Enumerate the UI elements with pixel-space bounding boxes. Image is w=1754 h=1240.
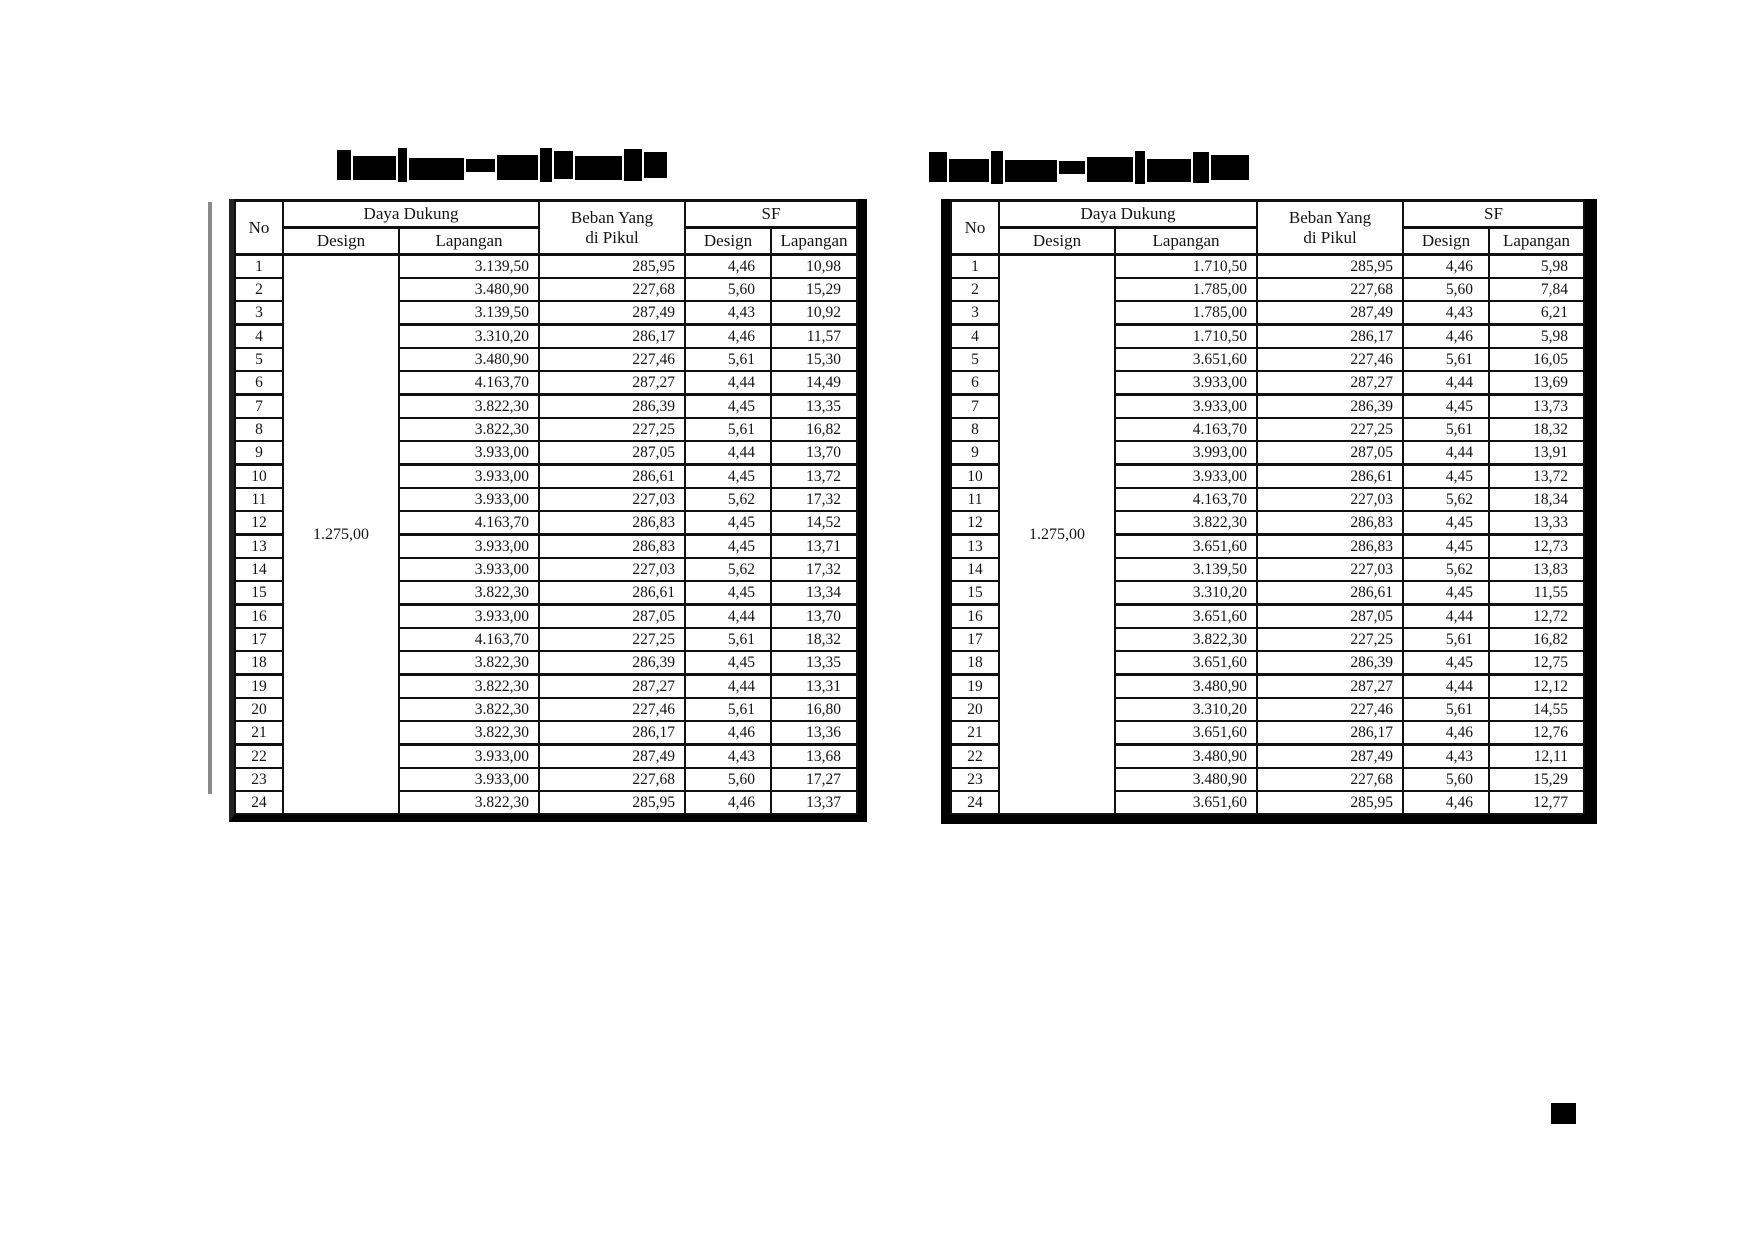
- sf-design-value: 4,45: [1403, 535, 1489, 559]
- sf-lapangan-value: 18,34: [1489, 488, 1584, 511]
- beban-dipikul-value: 286,39: [1257, 395, 1403, 419]
- beban-dipikul-value: 287,27: [539, 675, 685, 699]
- beban-dipikul-value: 286,61: [1257, 581, 1403, 605]
- daya-dukung-lapangan-value: 3.139,50: [399, 255, 539, 279]
- row-number: 11: [235, 488, 283, 511]
- daya-dukung-lapangan-value: 3.933,00: [399, 745, 539, 769]
- daya-dukung-lapangan-value: 3.651,60: [1115, 605, 1257, 629]
- daya-dukung-lapangan-value: 3.933,00: [399, 535, 539, 559]
- sf-lapangan-value: 16,82: [771, 418, 857, 441]
- beban-dipikul-value: 227,03: [539, 488, 685, 511]
- sf-lapangan-value: 14,52: [771, 511, 857, 535]
- sf-lapangan-value: 13,37: [771, 791, 857, 814]
- row-number: 1: [235, 255, 283, 279]
- beban-dipikul-value: 227,68: [1257, 278, 1403, 301]
- beban-dipikul-value: 286,83: [1257, 511, 1403, 535]
- daya-dukung-lapangan-value: 3.933,00: [399, 441, 539, 465]
- beban-dipikul-value: 286,39: [1257, 651, 1403, 675]
- row-number: 12: [235, 511, 283, 535]
- beban-dipikul-value: 287,49: [539, 745, 685, 769]
- sf-design-value: 5,61: [685, 628, 771, 651]
- daya-dukung-lapangan-value: 3.933,00: [399, 465, 539, 489]
- beban-dipikul-value: 285,95: [1257, 255, 1403, 279]
- row-number: 21: [951, 721, 999, 745]
- sf-design-value: 4,43: [685, 745, 771, 769]
- beban-dipikul-value: 287,05: [539, 605, 685, 629]
- sf-design-value: 4,46: [685, 325, 771, 349]
- col-header-daya-dukung: Daya Dukung: [283, 201, 539, 228]
- beban-dipikul-value: 287,27: [539, 371, 685, 395]
- col-header-sf-design: Design: [1403, 228, 1489, 255]
- beban-dipikul-value: 227,46: [539, 698, 685, 721]
- sf-lapangan-value: 13,33: [1489, 511, 1584, 535]
- sf-lapangan-value: 13,70: [771, 605, 857, 629]
- daya-dukung-lapangan-value: 3.480,90: [399, 278, 539, 301]
- beban-dipikul-value: 286,61: [539, 581, 685, 605]
- sf-design-value: 5,60: [685, 278, 771, 301]
- sf-lapangan-value: 13,91: [1489, 441, 1584, 465]
- sf-design-value: 4,46: [1403, 255, 1489, 279]
- beban-dipikul-value: 227,25: [539, 628, 685, 651]
- sf-design-value: 4,44: [1403, 441, 1489, 465]
- beban-dipikul-value: 285,95: [539, 255, 685, 279]
- row-number: 10: [235, 465, 283, 489]
- beban-dipikul-value: 285,95: [539, 791, 685, 814]
- daya-dukung-lapangan-value: 3.480,90: [1115, 745, 1257, 769]
- sf-lapangan-value: 16,05: [1489, 348, 1584, 371]
- beban-dipikul-value: 227,03: [1257, 558, 1403, 581]
- sf-design-value: 4,45: [1403, 511, 1489, 535]
- sf-lapangan-value: 13,34: [771, 581, 857, 605]
- row-number: 2: [951, 278, 999, 301]
- sf-design-value: 5,62: [1403, 558, 1489, 581]
- beban-dipikul-value: 287,49: [539, 301, 685, 325]
- beban-dipikul-value: 287,49: [1257, 745, 1403, 769]
- sf-design-value: 5,61: [685, 348, 771, 371]
- row-number: 6: [235, 371, 283, 395]
- row-number: 12: [951, 511, 999, 535]
- sf-design-value: 4,45: [685, 465, 771, 489]
- row-number: 8: [951, 418, 999, 441]
- daya-dukung-lapangan-value: 3.933,00: [1115, 371, 1257, 395]
- daya-dukung-lapangan-value: 3.822,30: [399, 581, 539, 605]
- row-number: 18: [951, 651, 999, 675]
- daya-dukung-lapangan-value: 3.933,00: [399, 558, 539, 581]
- beban-dipikul-value: 287,49: [1257, 301, 1403, 325]
- beban-dipikul-value: 286,83: [1257, 535, 1403, 559]
- row-number: 7: [951, 395, 999, 419]
- sf-design-value: 4,44: [1403, 675, 1489, 699]
- sf-design-value: 4,44: [685, 605, 771, 629]
- col-header-beban: [1257, 201, 1403, 255]
- sf-lapangan-value: 18,32: [1489, 418, 1584, 441]
- sf-lapangan-value: 16,80: [771, 698, 857, 721]
- daya-dukung-lapangan-value: 3.933,00: [1115, 395, 1257, 419]
- col-header-dd-lapangan: Lapangan: [399, 228, 539, 255]
- sf-lapangan-value: 13,83: [1489, 558, 1584, 581]
- sf-lapangan-value: 11,55: [1489, 581, 1584, 605]
- daya-dukung-lapangan-value: 1.785,00: [1115, 301, 1257, 325]
- daya-dukung-lapangan-value: 4.163,70: [399, 628, 539, 651]
- daya-dukung-lapangan-value: 3.139,50: [399, 301, 539, 325]
- sf-design-value: 5,61: [1403, 628, 1489, 651]
- sf-design-value: 4,45: [685, 535, 771, 559]
- sf-design-value: 5,60: [1403, 768, 1489, 791]
- row-number: 1: [951, 255, 999, 279]
- daya-dukung-lapangan-value: 3.933,00: [1115, 465, 1257, 489]
- sf-design-value: 4,43: [1403, 301, 1489, 325]
- daya-dukung-lapangan-value: 3.139,50: [1115, 558, 1257, 581]
- row-number: 4: [235, 325, 283, 349]
- row-number: 23: [951, 768, 999, 791]
- daya-dukung-design-value: 1.275,00: [999, 255, 1115, 815]
- beban-dipikul-value: 286,39: [539, 395, 685, 419]
- row-number: 6: [951, 371, 999, 395]
- row-number: 13: [951, 535, 999, 559]
- sf-lapangan-value: 17,32: [771, 558, 857, 581]
- row-number: 14: [951, 558, 999, 581]
- sf-design-value: 4,45: [1403, 465, 1489, 489]
- sf-lapangan-value: 17,32: [771, 488, 857, 511]
- col-header-sf-lapangan: Lapangan: [1489, 228, 1584, 255]
- beban-dipikul-value: 287,27: [1257, 371, 1403, 395]
- beban-dipikul-value: 286,61: [1257, 465, 1403, 489]
- sf-design-value: 4,45: [685, 651, 771, 675]
- sf-design-value: 4,46: [685, 791, 771, 814]
- daya-dukung-lapangan-value: 4.163,70: [1115, 488, 1257, 511]
- sf-design-value: 4,46: [685, 255, 771, 279]
- table-row: [235, 255, 857, 279]
- sf-design-value: 5,60: [685, 768, 771, 791]
- sf-design-value: 5,60: [1403, 278, 1489, 301]
- beban-header-line2: di Pikul: [1303, 227, 1357, 247]
- sf-lapangan-value: 13,71: [771, 535, 857, 559]
- beban-dipikul-value: 286,17: [539, 721, 685, 745]
- daya-dukung-lapangan-value: 3.651,60: [1115, 651, 1257, 675]
- sf-lapangan-value: 5,98: [1489, 255, 1584, 279]
- row-number: 10: [951, 465, 999, 489]
- row-number: 2: [235, 278, 283, 301]
- table-left-wrapper: [229, 199, 867, 822]
- daya-dukung-lapangan-value: 4.163,70: [399, 371, 539, 395]
- daya-dukung-lapangan-value: 3.822,30: [399, 698, 539, 721]
- daya-dukung-lapangan-value: 3.310,20: [399, 325, 539, 349]
- sf-design-value: 5,62: [685, 558, 771, 581]
- row-number: 7: [235, 395, 283, 419]
- sf-lapangan-value: 15,29: [1489, 768, 1584, 791]
- sf-design-value: 5,61: [1403, 698, 1489, 721]
- col-header-daya-dukung: Daya Dukung: [999, 201, 1257, 228]
- sf-lapangan-value: 16,82: [1489, 628, 1584, 651]
- sf-lapangan-value: 13,73: [1489, 395, 1584, 419]
- sf-design-value: 4,45: [685, 511, 771, 535]
- row-number: 19: [951, 675, 999, 699]
- beban-dipikul-value: 286,39: [539, 651, 685, 675]
- sf-design-value: 4,46: [1403, 721, 1489, 745]
- sf-design-value: 5,62: [685, 488, 771, 511]
- safety-factor-table-right: [950, 199, 1585, 815]
- sf-lapangan-value: 13,70: [771, 441, 857, 465]
- beban-dipikul-value: 287,05: [1257, 605, 1403, 629]
- sf-lapangan-value: 10,92: [771, 301, 857, 325]
- daya-dukung-lapangan-value: 3.822,30: [399, 675, 539, 699]
- beban-header-line1: Beban Yang: [570, 207, 654, 227]
- sf-lapangan-value: 15,29: [771, 278, 857, 301]
- beban-dipikul-value: 227,25: [1257, 628, 1403, 651]
- sf-design-value: 4,44: [685, 675, 771, 699]
- sf-design-value: 4,46: [1403, 325, 1489, 349]
- sf-design-value: 4,46: [685, 721, 771, 745]
- sf-lapangan-value: 12,73: [1489, 535, 1584, 559]
- beban-dipikul-value: 286,17: [1257, 325, 1403, 349]
- daya-dukung-lapangan-value: 3.651,60: [1115, 535, 1257, 559]
- col-header-beban: [539, 201, 685, 255]
- daya-dukung-lapangan-value: 4.163,70: [1115, 418, 1257, 441]
- beban-header-line1: Beban Yang: [1288, 207, 1372, 227]
- row-number: 11: [951, 488, 999, 511]
- beban-dipikul-value: 286,83: [539, 511, 685, 535]
- sf-design-value: 5,62: [1403, 488, 1489, 511]
- daya-dukung-lapangan-value: 3.651,60: [1115, 721, 1257, 745]
- beban-dipikul-value: 227,46: [1257, 348, 1403, 371]
- sf-design-value: 5,61: [685, 698, 771, 721]
- row-number: 9: [951, 441, 999, 465]
- daya-dukung-lapangan-value: 4.163,70: [399, 511, 539, 535]
- sf-lapangan-value: 13,31: [771, 675, 857, 699]
- beban-dipikul-value: 286,17: [1257, 721, 1403, 745]
- daya-dukung-lapangan-value: 1.785,00: [1115, 278, 1257, 301]
- sf-design-value: 5,61: [685, 418, 771, 441]
- beban-dipikul-value: 227,25: [539, 418, 685, 441]
- sf-design-value: 4,45: [685, 581, 771, 605]
- sf-lapangan-value: 5,98: [1489, 325, 1584, 349]
- row-number: 5: [951, 348, 999, 371]
- row-number: 16: [951, 605, 999, 629]
- sf-lapangan-value: 10,98: [771, 255, 857, 279]
- beban-dipikul-value: 287,05: [1257, 441, 1403, 465]
- sf-lapangan-value: 12,12: [1489, 675, 1584, 699]
- sf-lapangan-value: 6,21: [1489, 301, 1584, 325]
- beban-header-line2: di Pikul: [585, 227, 639, 247]
- daya-dukung-lapangan-value: 3.651,60: [1115, 791, 1257, 814]
- sf-design-value: 4,46: [1403, 791, 1489, 814]
- sf-design-value: 5,61: [1403, 418, 1489, 441]
- row-number: 22: [235, 745, 283, 769]
- daya-dukung-lapangan-value: 3.480,90: [399, 348, 539, 371]
- row-number: 15: [951, 581, 999, 605]
- col-header-no: No: [951, 201, 999, 255]
- beban-dipikul-value: 286,17: [539, 325, 685, 349]
- beban-dipikul-value: 287,27: [1257, 675, 1403, 699]
- row-number: 22: [951, 745, 999, 769]
- sf-lapangan-value: 7,84: [1489, 278, 1584, 301]
- sf-design-value: 4,44: [1403, 371, 1489, 395]
- beban-dipikul-value: 227,68: [539, 278, 685, 301]
- col-header-sf: SF: [1403, 201, 1584, 228]
- row-number: 4: [951, 325, 999, 349]
- sf-design-value: 4,45: [685, 395, 771, 419]
- sf-lapangan-value: 13,68: [771, 745, 857, 769]
- daya-dukung-lapangan-value: 3.933,00: [399, 605, 539, 629]
- sf-design-value: 4,44: [1403, 605, 1489, 629]
- sf-lapangan-value: 14,55: [1489, 698, 1584, 721]
- sf-lapangan-value: 13,36: [771, 721, 857, 745]
- sf-lapangan-value: 15,30: [771, 348, 857, 371]
- daya-dukung-lapangan-value: 3.480,90: [1115, 768, 1257, 791]
- sf-lapangan-value: 11,57: [771, 325, 857, 349]
- row-number: 9: [235, 441, 283, 465]
- sf-lapangan-value: 12,11: [1489, 745, 1584, 769]
- col-header-dd-design: Design: [283, 228, 399, 255]
- row-number: 3: [235, 301, 283, 325]
- beban-dipikul-value: 286,83: [539, 535, 685, 559]
- row-number: 5: [235, 348, 283, 371]
- daya-dukung-lapangan-value: 3.822,30: [399, 651, 539, 675]
- sf-lapangan-value: 12,72: [1489, 605, 1584, 629]
- row-number: 21: [235, 721, 283, 745]
- daya-dukung-lapangan-value: 1.710,50: [1115, 255, 1257, 279]
- row-number: 3: [951, 301, 999, 325]
- beban-dipikul-value: 227,68: [1257, 768, 1403, 791]
- beban-dipikul-value: 285,95: [1257, 791, 1403, 814]
- row-number: 24: [951, 791, 999, 814]
- row-number: 16: [235, 605, 283, 629]
- scan-shadow-left: [208, 202, 212, 794]
- beban-dipikul-value: 227,03: [539, 558, 685, 581]
- sf-lapangan-value: 12,76: [1489, 721, 1584, 745]
- table-row: [951, 255, 1584, 279]
- page-corner-marker: [1551, 1103, 1576, 1124]
- daya-dukung-design-value: 1.275,00: [283, 255, 399, 815]
- sf-lapangan-value: 13,35: [771, 395, 857, 419]
- redacted-title-left: [337, 146, 667, 184]
- daya-dukung-lapangan-value: 3.822,30: [399, 721, 539, 745]
- sf-lapangan-value: 13,72: [1489, 465, 1584, 489]
- row-number: 17: [951, 628, 999, 651]
- row-number: 20: [951, 698, 999, 721]
- row-number: 23: [235, 768, 283, 791]
- sf-lapangan-value: 14,49: [771, 371, 857, 395]
- daya-dukung-lapangan-value: 3.993,00: [1115, 441, 1257, 465]
- sf-design-value: 4,44: [685, 371, 771, 395]
- sf-design-value: 4,43: [1403, 745, 1489, 769]
- sf-lapangan-value: 13,72: [771, 465, 857, 489]
- sf-design-value: 4,45: [1403, 651, 1489, 675]
- sf-lapangan-value: 18,32: [771, 628, 857, 651]
- beban-dipikul-value: 287,05: [539, 441, 685, 465]
- daya-dukung-lapangan-value: 3.822,30: [399, 418, 539, 441]
- row-number: 17: [235, 628, 283, 651]
- row-number: 13: [235, 535, 283, 559]
- beban-dipikul-value: 227,25: [1257, 418, 1403, 441]
- daya-dukung-lapangan-value: 3.310,20: [1115, 698, 1257, 721]
- row-number: 8: [235, 418, 283, 441]
- daya-dukung-lapangan-value: 3.480,90: [1115, 675, 1257, 699]
- beban-dipikul-value: 227,68: [539, 768, 685, 791]
- beban-dipikul-value: 227,03: [1257, 488, 1403, 511]
- sf-design-value: 4,43: [685, 301, 771, 325]
- sf-lapangan-value: 12,77: [1489, 791, 1584, 814]
- daya-dukung-lapangan-value: 3.822,30: [1115, 511, 1257, 535]
- col-header-no: No: [235, 201, 283, 255]
- col-header-sf-lapangan: Lapangan: [771, 228, 857, 255]
- sf-lapangan-value: 13,69: [1489, 371, 1584, 395]
- sf-lapangan-value: 12,75: [1489, 651, 1584, 675]
- daya-dukung-lapangan-value: 3.822,30: [1115, 628, 1257, 651]
- sf-lapangan-value: 17,27: [771, 768, 857, 791]
- row-number: 19: [235, 675, 283, 699]
- row-number: 20: [235, 698, 283, 721]
- sf-design-value: 4,44: [685, 441, 771, 465]
- table-right-wrapper: [941, 199, 1597, 824]
- sf-lapangan-value: 13,35: [771, 651, 857, 675]
- row-number: 24: [235, 791, 283, 814]
- beban-dipikul-value: 286,61: [539, 465, 685, 489]
- beban-dipikul-value: 227,46: [539, 348, 685, 371]
- sf-design-value: 4,45: [1403, 581, 1489, 605]
- daya-dukung-lapangan-value: 3.933,00: [399, 768, 539, 791]
- sf-design-value: 5,61: [1403, 348, 1489, 371]
- sf-design-value: 4,45: [1403, 395, 1489, 419]
- daya-dukung-lapangan-value: 3.822,30: [399, 791, 539, 814]
- col-header-dd-lapangan: Lapangan: [1115, 228, 1257, 255]
- daya-dukung-lapangan-value: 3.933,00: [399, 488, 539, 511]
- daya-dukung-lapangan-value: 3.651,60: [1115, 348, 1257, 371]
- redacted-title-right: [929, 149, 1255, 185]
- col-header-dd-design: Design: [999, 228, 1115, 255]
- col-header-sf-design: Design: [685, 228, 771, 255]
- daya-dukung-lapangan-value: 1.710,50: [1115, 325, 1257, 349]
- beban-dipikul-value: 227,46: [1257, 698, 1403, 721]
- row-number: 15: [235, 581, 283, 605]
- daya-dukung-lapangan-value: 3.310,20: [1115, 581, 1257, 605]
- row-number: 18: [235, 651, 283, 675]
- daya-dukung-lapangan-value: 3.822,30: [399, 395, 539, 419]
- safety-factor-table-left: [234, 199, 858, 815]
- row-number: 14: [235, 558, 283, 581]
- col-header-sf: SF: [685, 201, 857, 228]
